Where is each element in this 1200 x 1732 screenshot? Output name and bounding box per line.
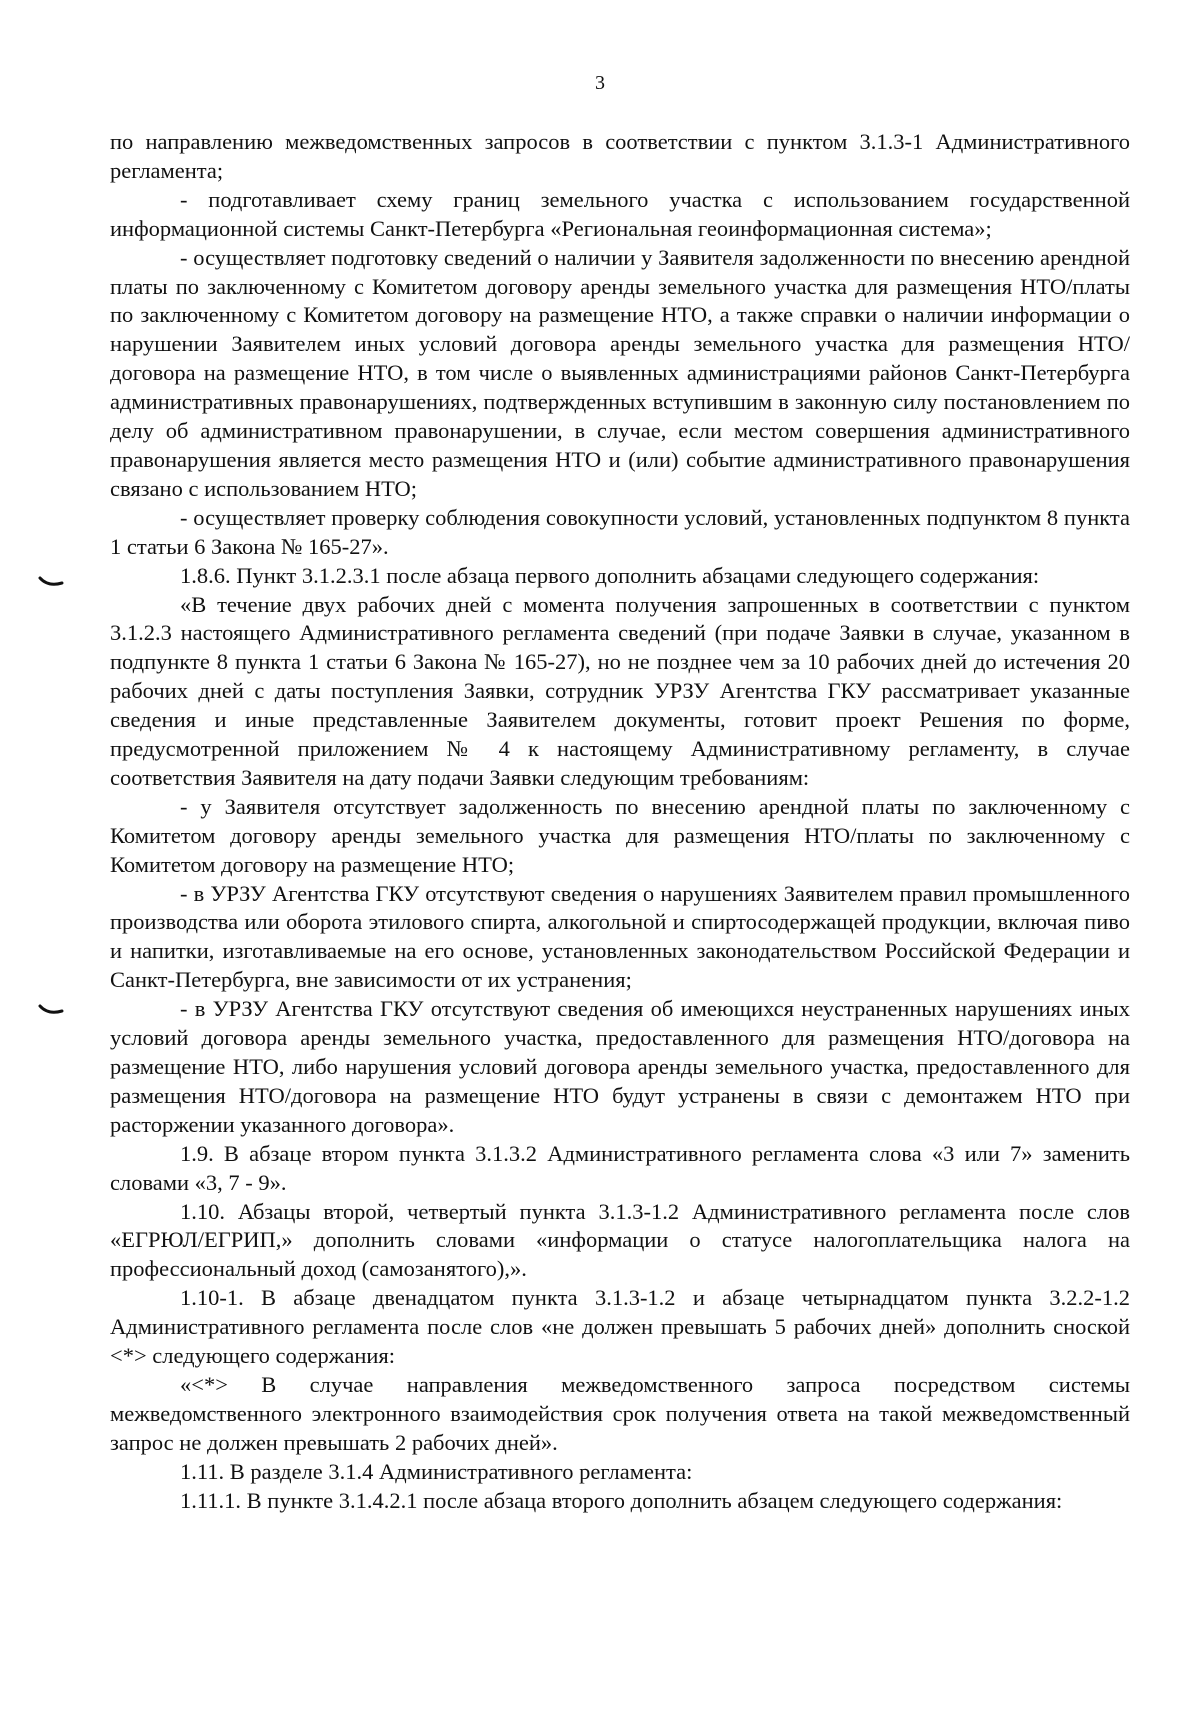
- paragraph-1-8-6: 1.8.6. Пункт 3.1.2.3.1 после абзаца первого дополнить абзацами следующего содержания:: [180, 562, 1040, 588]
- paragraph-check: - осуществляет проверку соблюдения совокупности условий, установленных подпунктом 8 пункта 1 статьи 6 Закона № 165-27».: [110, 504, 1130, 559]
- document-body: [110, 128, 1130, 1516]
- paragraph-no-debt: - у Заявителя отсутствует задолженность по внесению арендной платы по заключенному с Комитетом договору аренды земельного участка для размещения НТО/платы по заключенному с Комитетом договору на размещение НТО;: [110, 793, 1130, 877]
- paragraph-within-two-days: «В течение двух рабочих дней с момента получения запрошенных в соответствии с пунктом 3.1.2.3 настоящего Административного регламента сведений (при подаче Заявки в случае, указанном в подпункте 8 пункта 1 статьи 6 Закона № 165-27), но не позднее чем за 10 рабочих дней до истечения 20 рабочих дней с даты поступления Заявки, сотрудник УРЗУ Агентства ГКУ рассматривает указанные сведения и иные представленные Заявителем документы, готовит проект Решения по форме, предусмотренной приложением № 4 к настоящему Административному регламенту, в случае соответствия Заявителя на дату подачи Заявки следующим требованиям:: [110, 591, 1130, 790]
- paragraph-1-9: 1.9. В абзаце втором пункта 3.1.3.2 Административного регламента слова «3 или 7» заменить словами «3, 7 - 9».: [110, 1140, 1130, 1195]
- paragraph-no-alcohol-violations: - в УРЗУ Агентства ГКУ отсутствуют сведения о нарушениях Заявителем правил промышленного производства или оборота этилового спирта, алкогольной и спиртосодержащей продукции, включая пиво и напитки, изготавливаемые на его основе, установленных законодательством Российской Федерации и Санкт-Петербурга, вне зависимости от их устранения;: [110, 880, 1130, 993]
- paragraph-debt-info: - осуществляет подготовку сведений о наличии у Заявителя задолженности по внесению арендной платы по заключенному с Комитетом договору аренды земельного участка для размещения НТО/платы по заключенному с Комитетом договору на размещение НТО, а также справки о наличии информации о нарушении Заявителем иных условий договора аренды земельного участка для размещения НТО/договора на размещение НТО, в том числе о выявленных администрациями районов Санкт-Петербурга административных правонарушениях, подтвержденных вступившим в законную силу постановлением по делу об административном правонарушении, в случае, если местом совершения административного правонарушения является место размещения НТО и (или) событие административного правонарушения связано с использованием НТО;: [110, 244, 1130, 501]
- paragraph-continuation: по направлению межведомственных запросов в соответствии с пунктом 3.1.3-1 Административного регламента;: [110, 129, 1130, 183]
- paragraph-scheme: - подготавливает схему границ земельного участка с использованием государственной информационной системы Санкт-Петербурга «Региональная геоинформационная система»;: [110, 186, 1130, 241]
- paragraph-footnote: «<*> В случае направления межведомственного запроса посредством системы межведомственного электронного взаимодействия срок получения ответа на такой межведомственный запрос не должен превышать 2 рабочих дней».: [110, 1371, 1130, 1455]
- paragraph-no-contract-violations: - в УРЗУ Агентства ГКУ отсутствуют сведения об имеющихся неустраненных нарушениях иных условий договора аренды земельного участка, предоставленного для размещения НТО/договора на размещение НТО, либо нарушения условий договора аренды земельного участка, предоставленного для размещения НТО/договора на размещение НТО будут устранены в связи с демонтажем НТО при расторжении указанного договора».: [110, 996, 1130, 1137]
- margin-tick-mark: [38, 575, 64, 589]
- paragraph-1-11: 1.11. В разделе 3.1.4 Административного регламента:: [180, 1458, 693, 1484]
- paragraph-1-11-1: 1.11.1. В пункте 3.1.4.2.1 после абзаца второго дополнить абзацем следующего содержания:: [180, 1487, 1063, 1513]
- paragraph-1-10: 1.10. Абзацы второй, четвертый пункта 3.1.3-1.2 Административного регламента после слов «ЕГРЮЛ/ЕГРИП,» дополнить словами «информации о статусе налогоплательщика налога на профессиональный доход (самозанятого),».: [110, 1198, 1130, 1282]
- page-number: 3: [595, 72, 605, 94]
- margin-tick-mark: [38, 1003, 64, 1017]
- paragraph-1-10-1: 1.10-1. В абзаце двенадцатом пункта 3.1.3-1.2 и абзаце четырнадцатом пункта 3.2.2-1.2 Административного регламента после слов «не должен превышать 5 рабочих дней» дополнить сноской <*> следующего содержания:: [110, 1285, 1130, 1369]
